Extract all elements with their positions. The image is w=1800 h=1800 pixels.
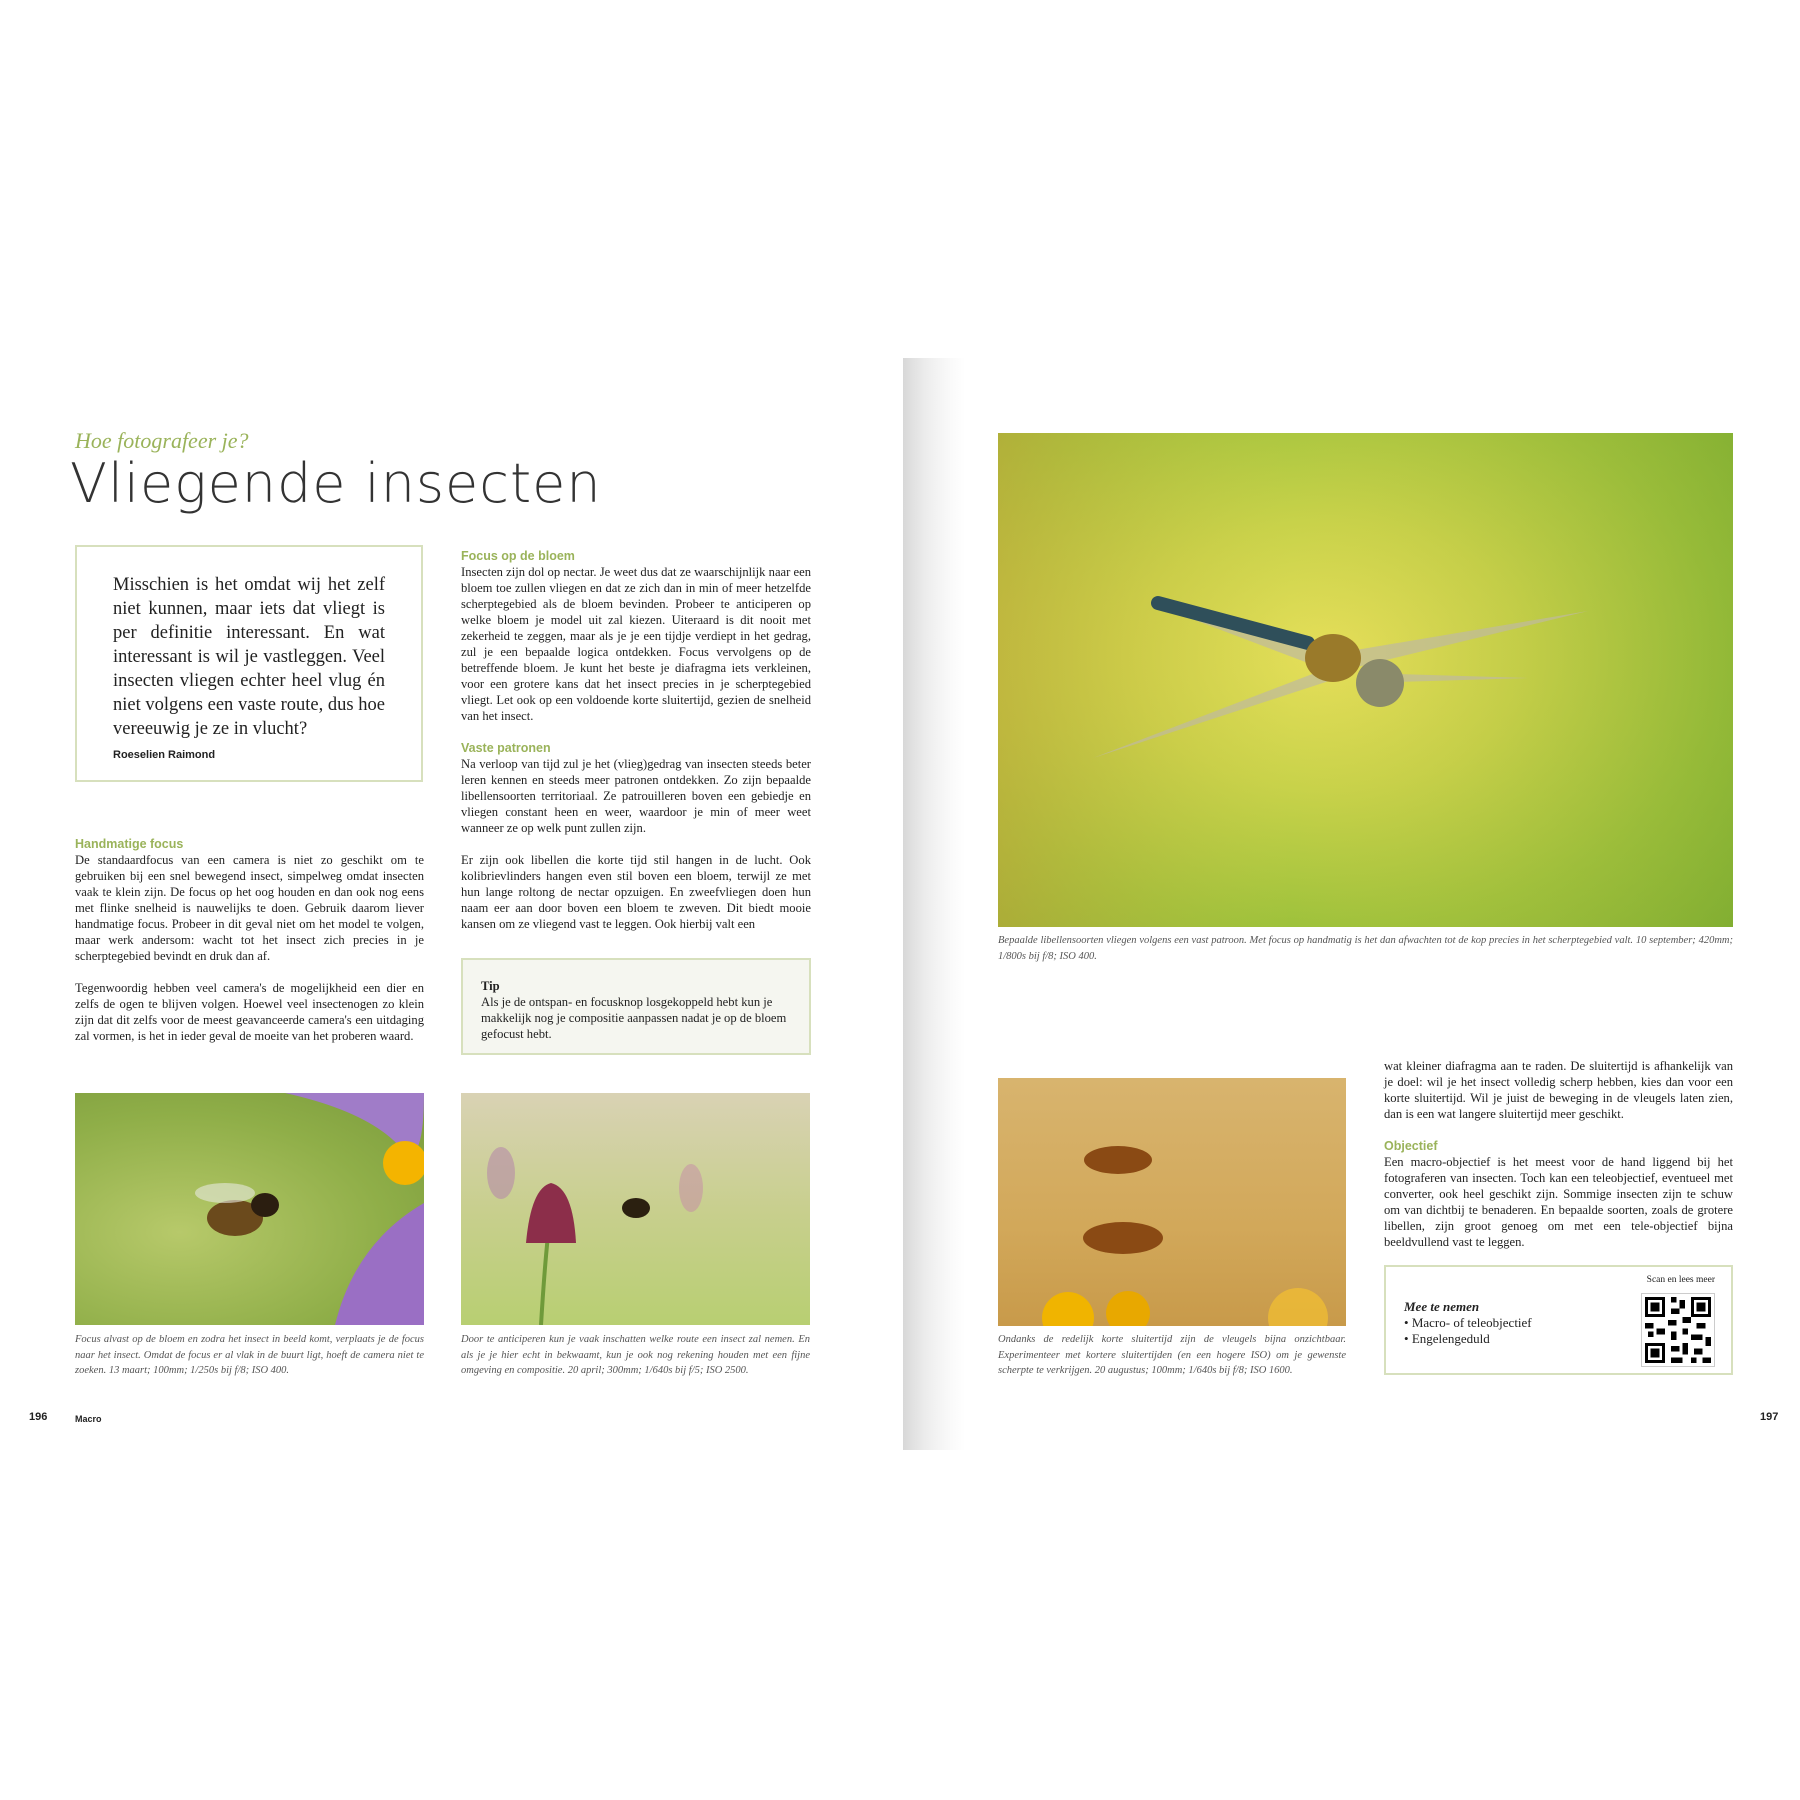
tip-title: Tip <box>481 979 500 993</box>
pull-quote-box <box>75 545 423 782</box>
photo-bumblebee-fritillary <box>461 1093 810 1325</box>
body-handmatige-focus-2: Tegenwoordig hebben veel camera's de mogelijkheid een dier en zelfs de ogen te blijven volgen. Hoewel veel insectenogen zo klein zijn dat dit zelfs voor de meest geavanceerde camera's een uitdaging zal vormen, is het in ieder geval de moeite van het proberen waard. <box>75 981 424 1043</box>
caption-photo-2: Door te anticiperen kun je vaak inschatten welke route een insect zal nemen. En als je je hier echt in bekwaamt, kun je ook nog rekening houden met een fijne omgeving en compositie. 20 april; 300mm; 1/640s bij f/5; ISO 2500. <box>461 1334 810 1376</box>
caption-photo-1: Focus alvast op de bloem en zodra het insect in beeld komt, verplaats je de focus naar het insect. Omdat de focus er al vlak in de buurt ligt, hoeft de camera niet te zoeken. 13 maart; 100mm; 1/250s bij f/8; ISO 400. <box>75 1334 424 1376</box>
pull-quote: Misschien is het omdat wij het zelf niet kunnen, maar iets dat vliegt is per definitie interessant. En wat interessant is wil je vastleggen. Veel insecten vliegen echter heel vlug én niet volgens een vaste route, dus hoe vereeuwig je ze in vlucht? <box>113 575 385 739</box>
body-continued: wat kleiner diafragma aan te raden. De sluitertijd is afhankelijk van je doel: wil je het insect volledig scherp hebben, kies dan voor een korte sluitertijd. Wil je juist de beweging in de vleugels laten zien, dan is een wat langere sluitertijd meer geschikt. <box>1384 1059 1733 1121</box>
caption-dragonfly: Bepaalde libellensoorten vliegen volgens een vast patroon. Met focus op handmatig is het dan afwachten tot de kop precies in het scherptegebied valt. 10 september; 420mm; 1/800s bij f/8; ISO 400. <box>998 935 1733 962</box>
column-focus-bloem <box>461 548 811 948</box>
quote-author: Roeselien Raimond <box>113 749 216 761</box>
book-gutter <box>903 358 965 1450</box>
heading-objectief: Objectief <box>1384 1139 1438 1153</box>
page-number-right: 197 <box>1760 1411 1779 1423</box>
caption-hoverflies: Ondanks de redelijk korte sluitertijd zijn de vleugels bijna onzichtbaar. Experimenteer met kortere sluitertijden (en een hogere ISO) om je gewenste scherpte te verkrijgen. 20 augustus; 100mm; 1/640s bij f/8; ISO 1600. <box>998 1334 1346 1376</box>
mee-te-nemen-title: Mee te nemen <box>1404 1299 1480 1314</box>
body-handmatige-focus: De standaardfocus van een camera is niet zo geschikt om te gebruiken bij een snel bewegend insect, simpelweg omdat insecten vaak te klein zijn. De focus op het oog houden en dan ook nog eens met flinke snelheid is nauwelijks te doen. Gebruik daarom liever handmatige focus. Probeer in dit geval niet om het model te volgen, maar werk andersom: wacht tot het insect zich precies in je scherptegebied bevindt en druk dan af. <box>75 853 424 963</box>
running-head: Macro <box>75 1414 102 1424</box>
heading-handmatige-focus: Handmatige focus <box>75 837 184 851</box>
mee-te-nemen-box <box>1384 1265 1733 1375</box>
heading-focus-bloem: Focus op de bloem <box>461 549 575 563</box>
body-focus-bloem: Insecten zijn dol op nectar. Je weet dus dat ze waarschijnlijk naar een bloem toe zullen vliegen en dat ze zich dan in min of meer hetzelfde scherptegebied als de bloem bevinden. Probeer te anticiperen op welke bloem je model uit zal kiezen. Uiteraard is dit nooit met zekerheid te zeggen, maar als je je een tijdje verdiept in het gedrag, zul je een bepaalde logica ontdekken. Focus vervolgens op de betreffende bloem. Je kunt het beste je diafragma iets verkleinen, voor een grotere kans dat het insect precies in je scherptegebied vliegt. Let ook op een voldoende korte sluitertijd, gezien de snelheid van het insect. <box>461 565 811 723</box>
mee-te-nemen-list <box>1404 1315 1532 1347</box>
body-objectief: Een macro-objectief is het meest voor de hand liggend bij het fotograferen van insecten. Toch kan een teleobjectief, eventueel met converter, ook heel geschikt zijn. Sommige insecten zijn te schuw om van dichtbij te benaderen. En bepaalde soorten, zoals de grotere libellen, zijn groot genoeg om met een tele-objectief bijna beeldvullend vast te leggen. <box>1384 1155 1733 1249</box>
page-number-left: 196 <box>29 1411 48 1423</box>
body-vaste-patronen: Na verloop van tijd zul je het (vlieg)gedrag van insecten steeds beter leren kennen en steeds meer patronen ontdekken. Zo zijn bepaalde libellensoorten territoriaal. Ze patrouilleren boven een gebiedje en vliegen constant heen en weer, waardoor je min of meer weet wanneer ze op welk punt zullen zijn. <box>461 757 811 835</box>
column-handmatige-focus <box>75 836 424 1060</box>
page-title: Vliegende insecten <box>70 452 602 515</box>
tip-box <box>461 958 811 1055</box>
list-item: • Engelengeduld <box>1416 1331 1532 1347</box>
column-objectief <box>1384 1058 1733 1266</box>
scan-label: Scan en lees meer <box>1646 1275 1715 1285</box>
photo-bee-pasqueflower <box>75 1093 424 1325</box>
heading-vaste-patronen: Vaste patronen <box>461 741 551 755</box>
photo-hoverflies <box>998 1078 1346 1326</box>
tip-text: Als je de ontspan- en focusknop losgekoppeld hebt kun je makkelijk nog je compositie aanpassen nadat je op de bloem gefocust hebt. <box>481 995 787 1041</box>
list-item: • Macro- of teleobjectief <box>1416 1315 1532 1331</box>
photo-dragonfly <box>998 433 1733 927</box>
kicker: Hoe fotografeer je? <box>75 428 249 453</box>
qr-code-icon[interactable] <box>1641 1293 1715 1367</box>
body-vaste-patronen-2: Er zijn ook libellen die korte tijd stil hangen in de lucht. Ook kolibrievlinders hangen even stil boven een bloem, terwijl ze met hun lange roltong de nectar opzuigen. En zweefvliegen doen hun naam eer aan door boven een bloem te zweven. Dit biedt mooie kansen om ze vliegend vast te leggen. Ook hierbij valt een <box>461 853 811 931</box>
